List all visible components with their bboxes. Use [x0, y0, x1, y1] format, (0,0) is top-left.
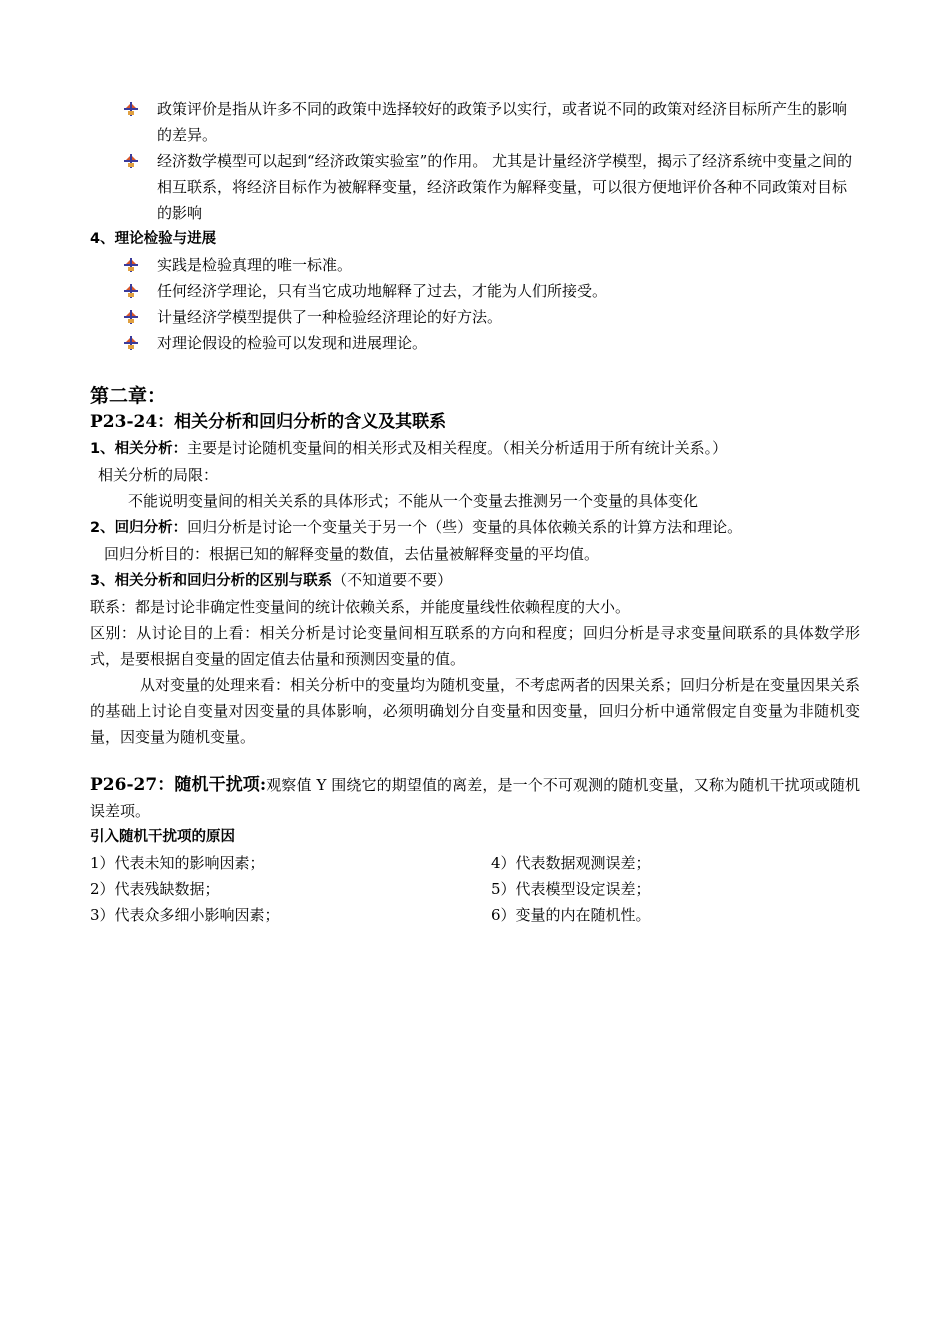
list-item: 5）代表模型设定误差； — [491, 880, 651, 898]
list-item: 1）代表未知的影响因素； — [90, 854, 265, 872]
section-heading: 4、理论检验与进展 — [90, 231, 217, 247]
term-text: 回归分析是讨论一个变量关于另一个（些）变量的具体依赖关系的计算方法和理论。 — [187, 518, 743, 536]
paragraph — [90, 772, 860, 824]
bullet-text: 任何经济学理论，只有当它成功地解释了过去，才能为人们所接受。 — [157, 282, 608, 300]
bullet-text: 计量经济学模型提供了一种检验经济理论的好方法。 — [157, 308, 503, 326]
paragraph: 从对变量的处理来看：相关分析中的变量均为随机变量，不考虑两者的因果关系；回归分析是在变量因果关系的基础上讨论自变量对因变量的具体影响，必须明确划分自变量和因变量，回归分析中通常假定自变量为非随机变量，因变量为随机变量。 — [90, 676, 861, 746]
bullet-text: 实践是检验真理的唯一标准。 — [157, 256, 353, 274]
bullet-icon — [124, 154, 138, 168]
list-item — [90, 330, 860, 356]
paragraph — [90, 435, 860, 462]
list-item: 3）代表众多细小影响因素； — [90, 906, 280, 924]
spacer — [90, 750, 860, 772]
bullet-icon — [124, 258, 138, 272]
list-item — [90, 148, 860, 226]
list-item — [90, 252, 860, 278]
paragraph: 不能说明变量间的相关关系的具体形式；不能从一个变量去推测另一个变量的具体变化 — [128, 492, 699, 510]
section-title: P26-27：随机干扰项: — [90, 775, 267, 795]
term-note: （不知道要不要） — [332, 571, 453, 589]
policy-bullet-list — [90, 96, 860, 226]
paragraph — [90, 567, 860, 594]
term-label: 3、相关分析和回归分析的区别与联系 — [90, 573, 333, 589]
list-item: 2）代表残缺数据； — [90, 880, 220, 898]
section-title: P23-24：相关分析和回归分析的含义及其联系 — [90, 412, 447, 432]
paragraph: 回归分析目的：根据已知的解释变量的数值，去估量被解释变量的平均值。 — [104, 545, 600, 563]
paragraph: 区别：从讨论目的上看：相关分析是讨论变量间相互联系的方向和程度；回归分析是寻求变量间联系的具体数学形式，是要根据自变量的固定值去估量和预测因变量的值。 — [90, 624, 860, 668]
bullet-text: 政策评价是指从许多不同的政策中选择较好的政策予以实行，或者说不同的政策对经济目标所产生的影响的差异。 — [157, 100, 848, 144]
bullet-text: 经济数学模型可以起到“经济政策实验室”的作用。 尤其是计量经济学模型，揭示了经济系统中变量之间的相互联系，将经济目标作为被解释变量，经济政策作为解释变量，可以很方便地评价各种不同政策对目标的影响 — [157, 152, 853, 222]
paragraph: 联系：都是讨论非确定性变量间的统计依赖关系，并能度量线性依赖程度的大小。 — [90, 598, 631, 616]
document-page — [90, 96, 860, 928]
paragraph — [90, 514, 860, 541]
list-item: 6）变量的内在随机性。 — [491, 906, 651, 924]
bullet-icon — [124, 336, 138, 350]
reasons-grid — [90, 850, 860, 928]
list-item — [90, 278, 860, 304]
bullet-text: 对理论假设的检验可以发现和进展理论。 — [157, 334, 428, 352]
term-label: 2、回归分析： — [90, 520, 188, 536]
list-item — [90, 96, 860, 148]
chapter-title: 第二章： — [90, 385, 167, 407]
bullet-icon — [124, 284, 138, 298]
term-label: 1、相关分析： — [90, 441, 188, 457]
list-item: 4）代表数据观测误差； — [491, 854, 651, 872]
term-text: 观察值 Y 围绕它的期望值的离差，是一个不可观测的随机变量，又称为随机干扰项或随机误差项。 — [90, 776, 860, 820]
section-heading: 引入随机干扰项的原因 — [90, 829, 235, 845]
bullet-icon — [124, 310, 138, 324]
list-item — [90, 304, 860, 330]
paragraph: 相关分析的局限： — [98, 466, 219, 484]
theory-bullet-list — [90, 252, 860, 356]
bullet-icon — [124, 102, 138, 116]
term-text: 主要是讨论随机变量间的相关形式及相关程度。（相关分析适用于所有统计关系。） — [187, 439, 728, 457]
